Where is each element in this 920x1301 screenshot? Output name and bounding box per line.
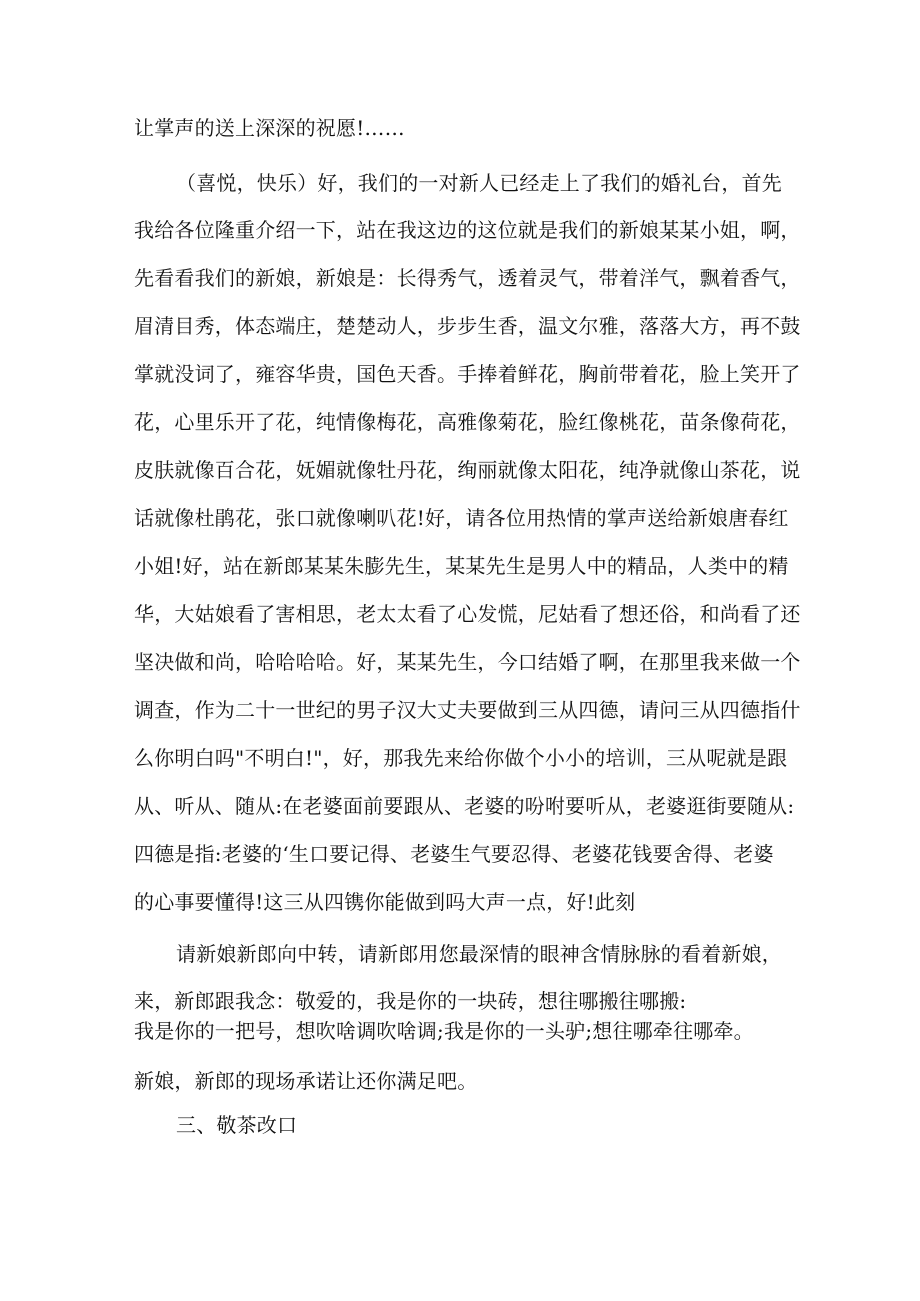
text-line: 我给各位隆重介绍一下，站在我这边的这位就是我们的新娘某某小姐，啊，: [134, 218, 801, 242]
text-line: 小姐!好，站在新郎某某朱膨先生，某某先生是男人中的精品，人类中的精: [134, 554, 789, 578]
text-line: 从、听从、随从:在老婆面前要跟从、老婆的吩咐要听从，老婆逛街要随从:: [134, 794, 795, 818]
text-line: 话就像杜鹃花，张口就像喇叭花!好，请各位用热情的掌声送给新娘唐春红: [134, 506, 789, 530]
text-line: （喜悦，快乐）好，我们的一对新人已经走上了我们的婚礼台，首先: [176, 171, 782, 195]
text-line: 眉清目秀，体态端庄，楚楚动人，步步生香，温文尔雅，落落大方，再不鼓: [134, 314, 801, 338]
text-line: 调查，作为二十一世纪的男子汉大丈夫要做到三从四德，请问三从四德指什: [134, 698, 801, 722]
text-line: 掌就没词了，雍容华贵，国色天香。手捧着鲜花，胸前带着花，脸上笑开了: [134, 362, 801, 386]
text-line: 让掌声的送上深深的祝愿!……: [134, 116, 405, 140]
text-line: 新娘，新郎的现场承诺让还你满足吧。: [134, 1069, 478, 1093]
text-line: 来，新郎跟我念：敬爱的，我是你的一块砖，想往哪搬往哪搬:: [134, 989, 687, 1013]
text-line: 请新娘新郎向中转，请新郎用您最深情的眼神含情脉脉的看着新娘，: [176, 942, 782, 966]
text-line: 先看看我们的新娘，新娘是：长得秀气，透着灵气，带着洋气，飘着香气，: [134, 266, 801, 290]
text-line: 华，大姑娘看了害相思，老太太看了心发慌，尼姑看了想还俗，和尚看了还: [134, 602, 801, 626]
text-line: 皮肤就像百合花，妩媚就像牡丹花，绚丽就像太阳花，纯净就像山茶花，说: [134, 458, 801, 482]
text-line: 我是你的一把号，想吹啥调吹啥调;我是你的一头驴;想往哪牵往哪牵。: [134, 1019, 754, 1043]
text-line: 花，心里乐开了花，纯情像梅花，高雅像菊花，脸红像桃花，苗条像荷花，: [134, 410, 801, 434]
text-line: 四德是指:老婆的‘生口要记得、老婆生气要忍得、老婆花钱要舍得、老婆: [134, 842, 774, 866]
text-line: 么你明白吗"不明白!"，好，那我先来给你做个小小的培训，三从呢就是跟: [134, 746, 788, 770]
text-line: 坚决做和尚，哈哈哈哈。好，某某先生，今口结婚了啊，在那里我来做一个: [134, 650, 801, 674]
section-heading: 三、敬茶改口: [176, 1113, 298, 1137]
text-line: 的心事要懂得!这三从四镌你能做到吗大声一点，好!此刻: [134, 890, 636, 914]
